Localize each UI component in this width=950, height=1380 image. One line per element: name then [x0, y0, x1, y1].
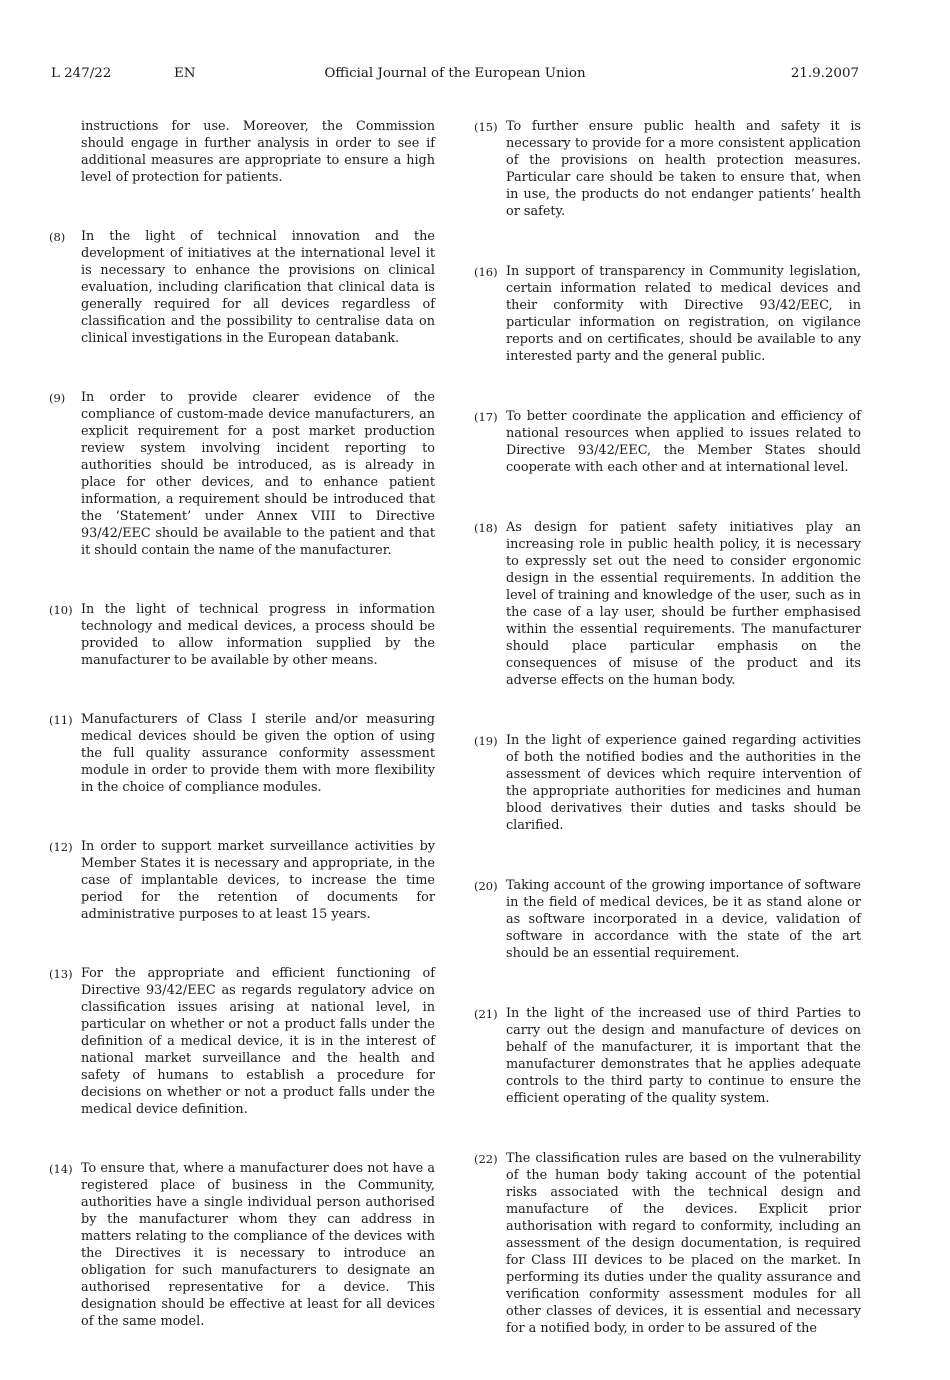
recital-text: For the appropriate and efficient functioning of Directive 93/42/EEC as regards regulatory advice on classification issues arising at national level, in particular on whether or not a product falls under the definition of a medical device, it is in the interest of national market surveillance and the health and safety of humans to establish a procedure for decisions on whether or not a product falls under the medical device definition. — [81, 966, 435, 1117]
recital-22 — [474, 1150, 861, 1337]
recital-19 — [474, 732, 861, 834]
recital-number: (22) — [474, 1152, 498, 1166]
recital-text: In the light of the increased use of third Parties to carry out the design and manufacture of devices on behalf of the manufacturer, it is important that the manufacturer demonstrates that he applies adequate controls to the third party to continue to ensure the efficient operating of the quality system. — [506, 1006, 861, 1106]
recital-11 — [49, 711, 435, 796]
recital-text: In support of transparency in Community legislation, certain information related to medical devices and their conformity with Directive 93/42/EEC, in particular information on registration, on vigilance reports and on certificates, should be available to any interested party and the general public. — [506, 264, 861, 364]
page-reference: L 247/22 — [51, 66, 112, 81]
recital-21 — [474, 1005, 861, 1107]
recital-10 — [49, 601, 435, 669]
recital-text: As design for patient safety initiatives play an increasing role in public health policy, it is necessary to expressly set out the need to consider ergonomic design in the essential requirements. In addition the level of training and knowledge of the user, such as in the case of a lay user, should be further emphasised within the essential requirements. The manufacturer should place particular emphasis on the consequences of misuse of the product and its adverse effects on the human body. — [506, 520, 861, 688]
recital-number: (8) — [49, 230, 66, 244]
recital-number: (18) — [474, 521, 498, 535]
recital-16 — [474, 263, 861, 365]
right-column — [474, 118, 861, 1380]
recital-text: In order to support market surveillance activities by Member States it is necessary and appropriate, in the case of implantable devices, to increase the time period for the retention of documents for administrative purposes to at least 15 years. — [81, 839, 435, 922]
recital-number: (21) — [474, 1007, 498, 1021]
recital-8 — [49, 228, 435, 347]
recital-text: In order to provide clearer evidence of the compliance of custom-made device manufacturers, an explicit requirement for a post market production review system involving incident reporting to authorities should be introduced, as is already in place for other devices, and to enhance patient information, a requirement should be introduced that the ‘Statement’ under Annex VIII to Directive 93/42/EEC should be available to the patient and that it should contain the name of the manufacturer. — [81, 390, 435, 558]
recital-15 — [474, 118, 861, 220]
recital-text: To ensure that, where a manufacturer does not have a registered place of business in the Community, authorities have a single individual person authorised by the manufacturer whom they can address in matters relating to the compliance of the devices with the Directives it is necessary to introduce an obligation for such manufacturers to designate an authorised representative for a device. This designation should be effective at least for all devices of the same model. — [81, 1161, 435, 1329]
continuation-paragraph — [49, 118, 435, 186]
recital-text: Manufacturers of Class I sterile and/or measuring medical devices should be given the option of using the full quality assurance conformity assessment module in order to provide them with more flexibility in the choice of compliance modules. — [81, 712, 435, 795]
recital-text: instructions for use. Moreover, the Commission should engage in further analysis in order to see if additional measures are appropriate to ensure a high level of protection for patients. — [81, 119, 435, 185]
language-code: EN — [174, 66, 196, 81]
recital-number: (14) — [49, 1162, 73, 1176]
publication-date: 21.9.2007 — [790, 66, 859, 81]
recital-text: Taking account of the growing importance of software in the field of medical devices, be it as stand alone or as software incorporated in a device, validation of software in accordance with the state of the art should be an essential requirement. — [506, 878, 861, 961]
recital-12 — [49, 838, 435, 923]
recital-number: (10) — [49, 603, 73, 617]
recital-number: (17) — [474, 410, 498, 424]
recital-number: (12) — [49, 840, 73, 854]
recital-text: In the light of experience gained regarding activities of both the notified bodies and the authorities in the assessment of devices which require intervention of the appropriate authorities for medicines and human blood derivatives their duties and tasks should be clarified. — [506, 733, 861, 833]
journal-title: Official Journal of the European Union — [324, 66, 586, 81]
recital-number: (9) — [49, 391, 66, 405]
recital-text: To further ensure public health and safety it is necessary to provide for a more consistent application of the provisions on health protection measures. Particular care should be taken to ensure that, when in use, the products do not endanger patients’ health or safety. — [506, 119, 861, 219]
recital-number: (16) — [474, 265, 498, 279]
recital-number: (13) — [49, 967, 73, 981]
left-column — [49, 118, 435, 1372]
recital-text: To better coordinate the application and efficiency of national resources when applied to issues related to Directive 93/42/EEC, the Member States should cooperate with each other and at international level. — [506, 409, 861, 475]
recital-text: In the light of technical innovation and the development of initiatives at the international level it is necessary to enhance the provisions on clinical evaluation, including clarification that clinical data is generally required for all devices regardless of classification and the possibility to centralise data on clinical investigations in the European databank. — [81, 229, 435, 346]
recital-text: In the light of technical progress in information technology and medical devices, a process should be provided to allow information supplied by the manufacturer to be available by other means. — [81, 602, 435, 668]
recital-number: (19) — [474, 734, 498, 748]
recital-number: (11) — [49, 713, 73, 727]
recital-18 — [474, 519, 861, 689]
recital-number: (15) — [474, 120, 498, 134]
recital-9 — [49, 389, 435, 559]
recital-17 — [474, 408, 861, 476]
recital-number: (20) — [474, 879, 498, 893]
recital-13 — [49, 965, 435, 1118]
recital-20 — [474, 877, 861, 962]
recital-14 — [49, 1160, 435, 1330]
page-header — [51, 66, 859, 86]
recital-text: The classification rules are based on the vulnerability of the human body taking account of the potential risks associated with the technical design and manufacture of the devices. Explicit prior authorisation with regard to conformity, including an assessment of the design documentation, is required for Class III devices to be placed on the market. In performing its duties under the quality assurance and verification conformity assessment modules for all other classes of devices, it is essential and necessary for a notified body, in order to be assured of the — [506, 1151, 861, 1336]
